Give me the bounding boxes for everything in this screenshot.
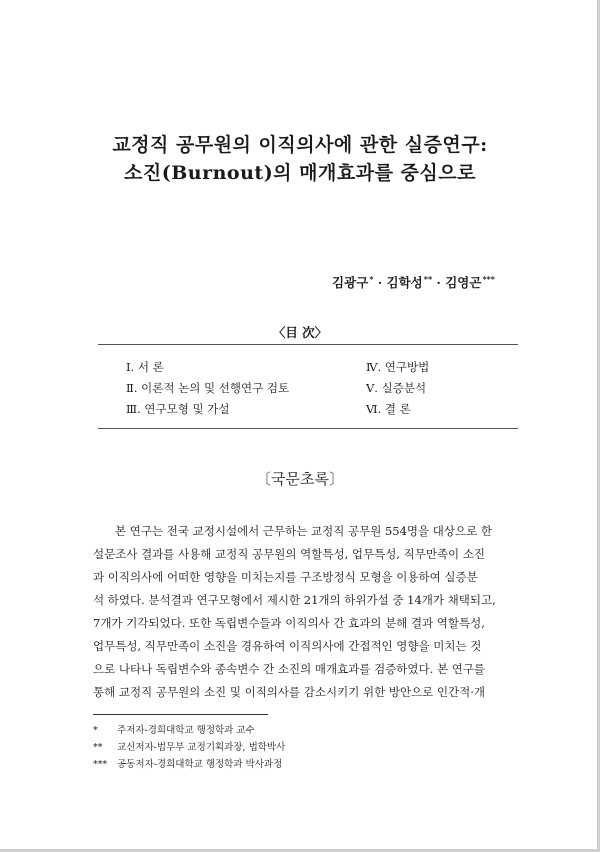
author-name: 김학성 xyxy=(386,275,423,290)
footnote-text: 주저자-경희대학교 행정학과 교수 xyxy=(117,725,255,736)
toc-item: Ⅵ. 결 론 xyxy=(366,402,411,416)
author-mark: * xyxy=(369,273,374,284)
author-list xyxy=(332,273,495,291)
abstract-line: 통해 교정직 공무원의 소진 및 이직의사를 감소시키기 위한 방안으로 인간적·개 xyxy=(93,685,486,699)
toc-item: Ⅴ. 실증분석 xyxy=(366,381,427,395)
author-mark: ** xyxy=(423,273,433,284)
toc-item: Ⅱ. 이론적 논의 및 선행연구 검토 xyxy=(126,381,290,395)
toc-item: Ⅰ. 서 론 xyxy=(126,360,164,374)
paper-title-line-2: 소진(Burnout)의 매개효과를 중심으로 xyxy=(124,162,476,184)
toc-item: Ⅳ. 연구방법 xyxy=(366,360,430,374)
abstract-line: 7개가 기각되었다. 또한 독립변수들과 이직의사 간 효과의 분해 결과 역할특성, xyxy=(93,616,485,630)
table-of-contents xyxy=(98,344,518,429)
footnote-mark: ** xyxy=(93,742,103,753)
author-name: 김광구 xyxy=(332,275,369,290)
footnote xyxy=(93,739,285,756)
footnote xyxy=(93,756,285,773)
abstract-line: 설문조사 결과를 사용해 교정직 공무원의 역할특성, 업무특성, 직무만족이 소진 xyxy=(93,547,486,561)
footnote-text: 교신저자-법무부 교정기획과장, 법학박사 xyxy=(117,742,286,753)
footnote-mark: *** xyxy=(93,759,108,770)
author-separator: · xyxy=(432,275,446,290)
abstract-heading: 〔국문초록〕 xyxy=(256,470,344,488)
footnote-mark: * xyxy=(93,725,98,736)
footnotes xyxy=(93,722,285,773)
toc-column-left xyxy=(126,357,289,420)
paper-title-line-1: 교정직 공무원의 이직의사에 관한 실증연구: xyxy=(112,134,488,156)
abstract-body xyxy=(93,520,508,704)
author-name: 김영곤 xyxy=(445,275,482,290)
abstract-line: 으로 나타나 독립변수와 종속변수 간 소진의 매개효과를 검증하였다. 본 연구를 xyxy=(93,662,486,676)
author-separator: · xyxy=(373,275,387,290)
footnote xyxy=(93,722,285,739)
abstract-line: 과 이직의사에 어떠한 영향을 미치는지를 구조방정식 모형을 이용하여 실증분 xyxy=(93,570,478,584)
footnote-text: 공동저자-경희대학교 행정학과 박사과정 xyxy=(117,759,283,770)
toc-column-right xyxy=(366,357,429,420)
abstract-line: 석 하였다. 분석결과 연구모형에서 제시한 21개의 하위가설 중 14개가 채택되고, xyxy=(93,593,496,607)
author-mark: *** xyxy=(482,273,495,284)
abstract-line: 본 연구는 전국 교정시설에서 근무하는 교정직 공무원 554명을 대상으로 한 xyxy=(115,524,493,538)
footnote-divider xyxy=(93,714,268,715)
abstract-line: 업무특성, 직무만족이 소진을 경유하여 이직의사에 간접적인 영향을 미치는 것 xyxy=(93,639,482,653)
toc-item: Ⅲ. 연구모형 및 가설 xyxy=(126,402,230,416)
toc-heading: 〈目 次〉 xyxy=(272,325,328,340)
